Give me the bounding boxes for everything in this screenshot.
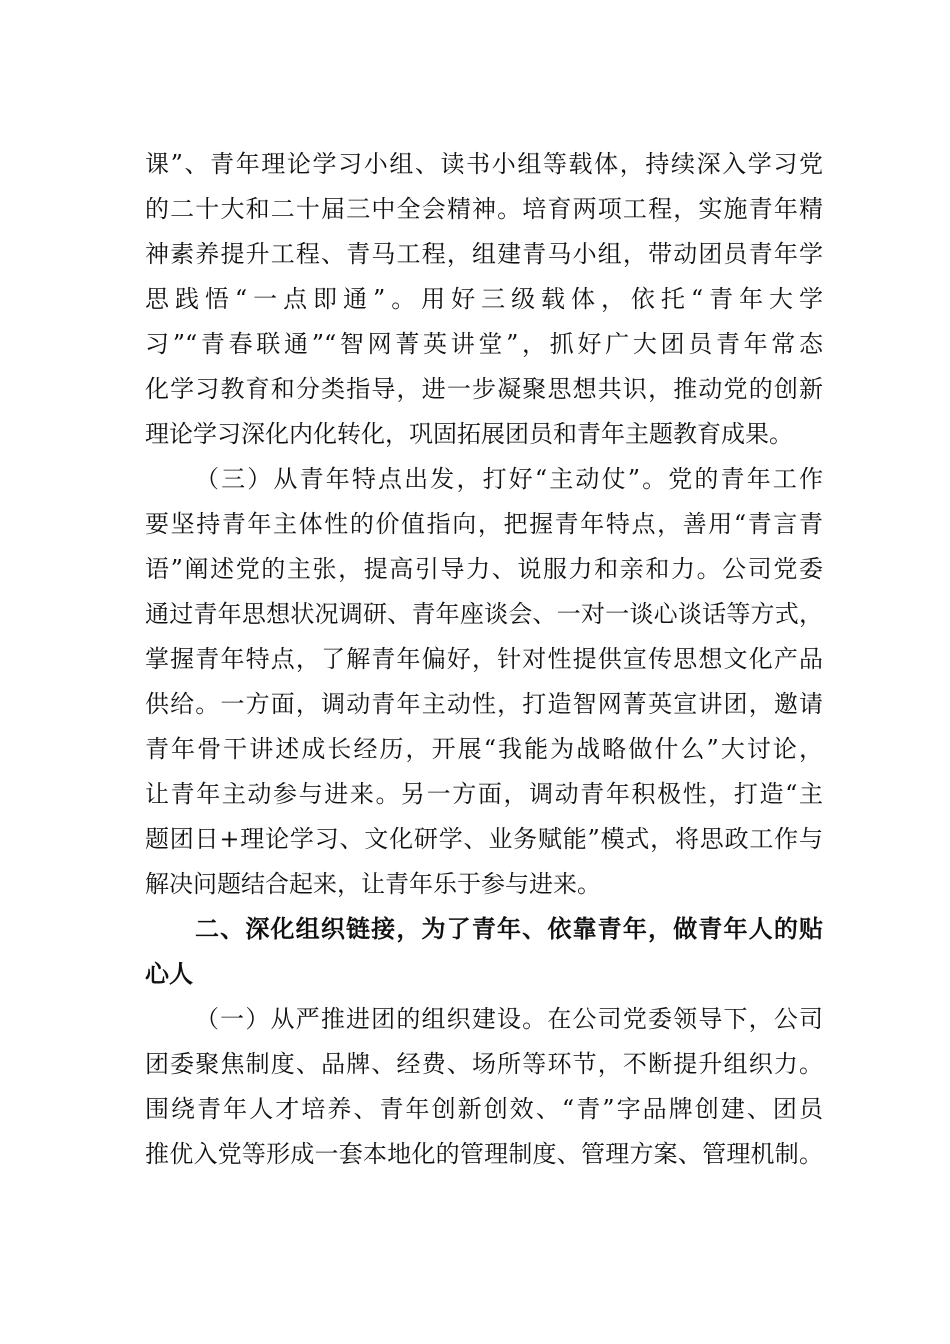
paragraph-line: 解决问题结合起来，让青年乐于参与进来。 [145, 870, 601, 898]
paragraph-line: 习”“青春联通”“智网菁英讲堂”，抓好广大团员青年常态 [145, 330, 823, 358]
section-heading-line: 心人 [145, 960, 193, 988]
document-page [145, 142, 823, 1177]
paragraph-line: 语”阐述党的主张，提高引导力、说服力和亲和力。公司党委 [145, 555, 823, 583]
paragraph-line: 要坚持青年主体性的价值指向，把握青年特点，善用“青言青 [145, 510, 823, 538]
paragraph-line: 的二十大和二十届三中全会精神。培育两项工程，实施青年精 [145, 195, 823, 223]
paragraph-line: 掌握青年特点，了解青年偏好，针对性提供宣传思想文化产品 [145, 645, 823, 673]
paragraph-line: 课”、青年理论学习小组、读书小组等载体，持续深入学习党 [145, 150, 823, 178]
paragraph-line: 思践悟“一点即通”。用好三级载体，依托“青年大学 [145, 285, 823, 313]
section-heading-line: 二、深化组织链接，为了青年、依靠青年，做青年人的贴 [195, 915, 823, 943]
paragraph-line: 供给。一方面，调动青年主动性，打造智网菁英宣讲团，邀请 [145, 690, 823, 718]
paragraph-line: 通过青年思想状况调研、青年座谈会、一对一谈心谈话等方式， [145, 600, 823, 628]
paragraph-line: 让青年主动参与进来。另一方面，调动青年积极性，打造“主 [145, 780, 823, 808]
subsection-heading-line: （三）从青年特点出发，打好“主动仗”。党的青年工作 [195, 465, 823, 493]
paragraph-line: 青年骨干讲述成长经历，开展“我能为战略做什么”大讨论， [145, 735, 823, 763]
paragraph-line: 题团日+理论学习、文化研学、业务赋能”模式，将思政工作与 [145, 825, 823, 853]
paragraph-line: 化学习教育和分类指导，进一步凝聚思想共识，推动党的创新 [145, 375, 823, 403]
paragraph-line: 推优入党等形成一套本地化的管理制度、管理方案、管理机制。 [145, 1140, 823, 1168]
paragraph-line: 神素养提升工程、青马工程，组建青马小组，带动团员青年学 [145, 240, 823, 268]
paragraph-line: 团委聚焦制度、品牌、经费、场所等环节，不断提升组织力。 [145, 1050, 823, 1078]
paragraph-line: 围绕青年人才培养、青年创新创效、“青”字品牌创建、团员 [145, 1095, 823, 1123]
subsection-heading-line: （一）从严推进团的组织建设。在公司党委领导下，公司 [195, 1005, 823, 1033]
paragraph-line: 理论学习深化内化转化，巩固拓展团员和青年主题教育成果。 [145, 420, 793, 448]
